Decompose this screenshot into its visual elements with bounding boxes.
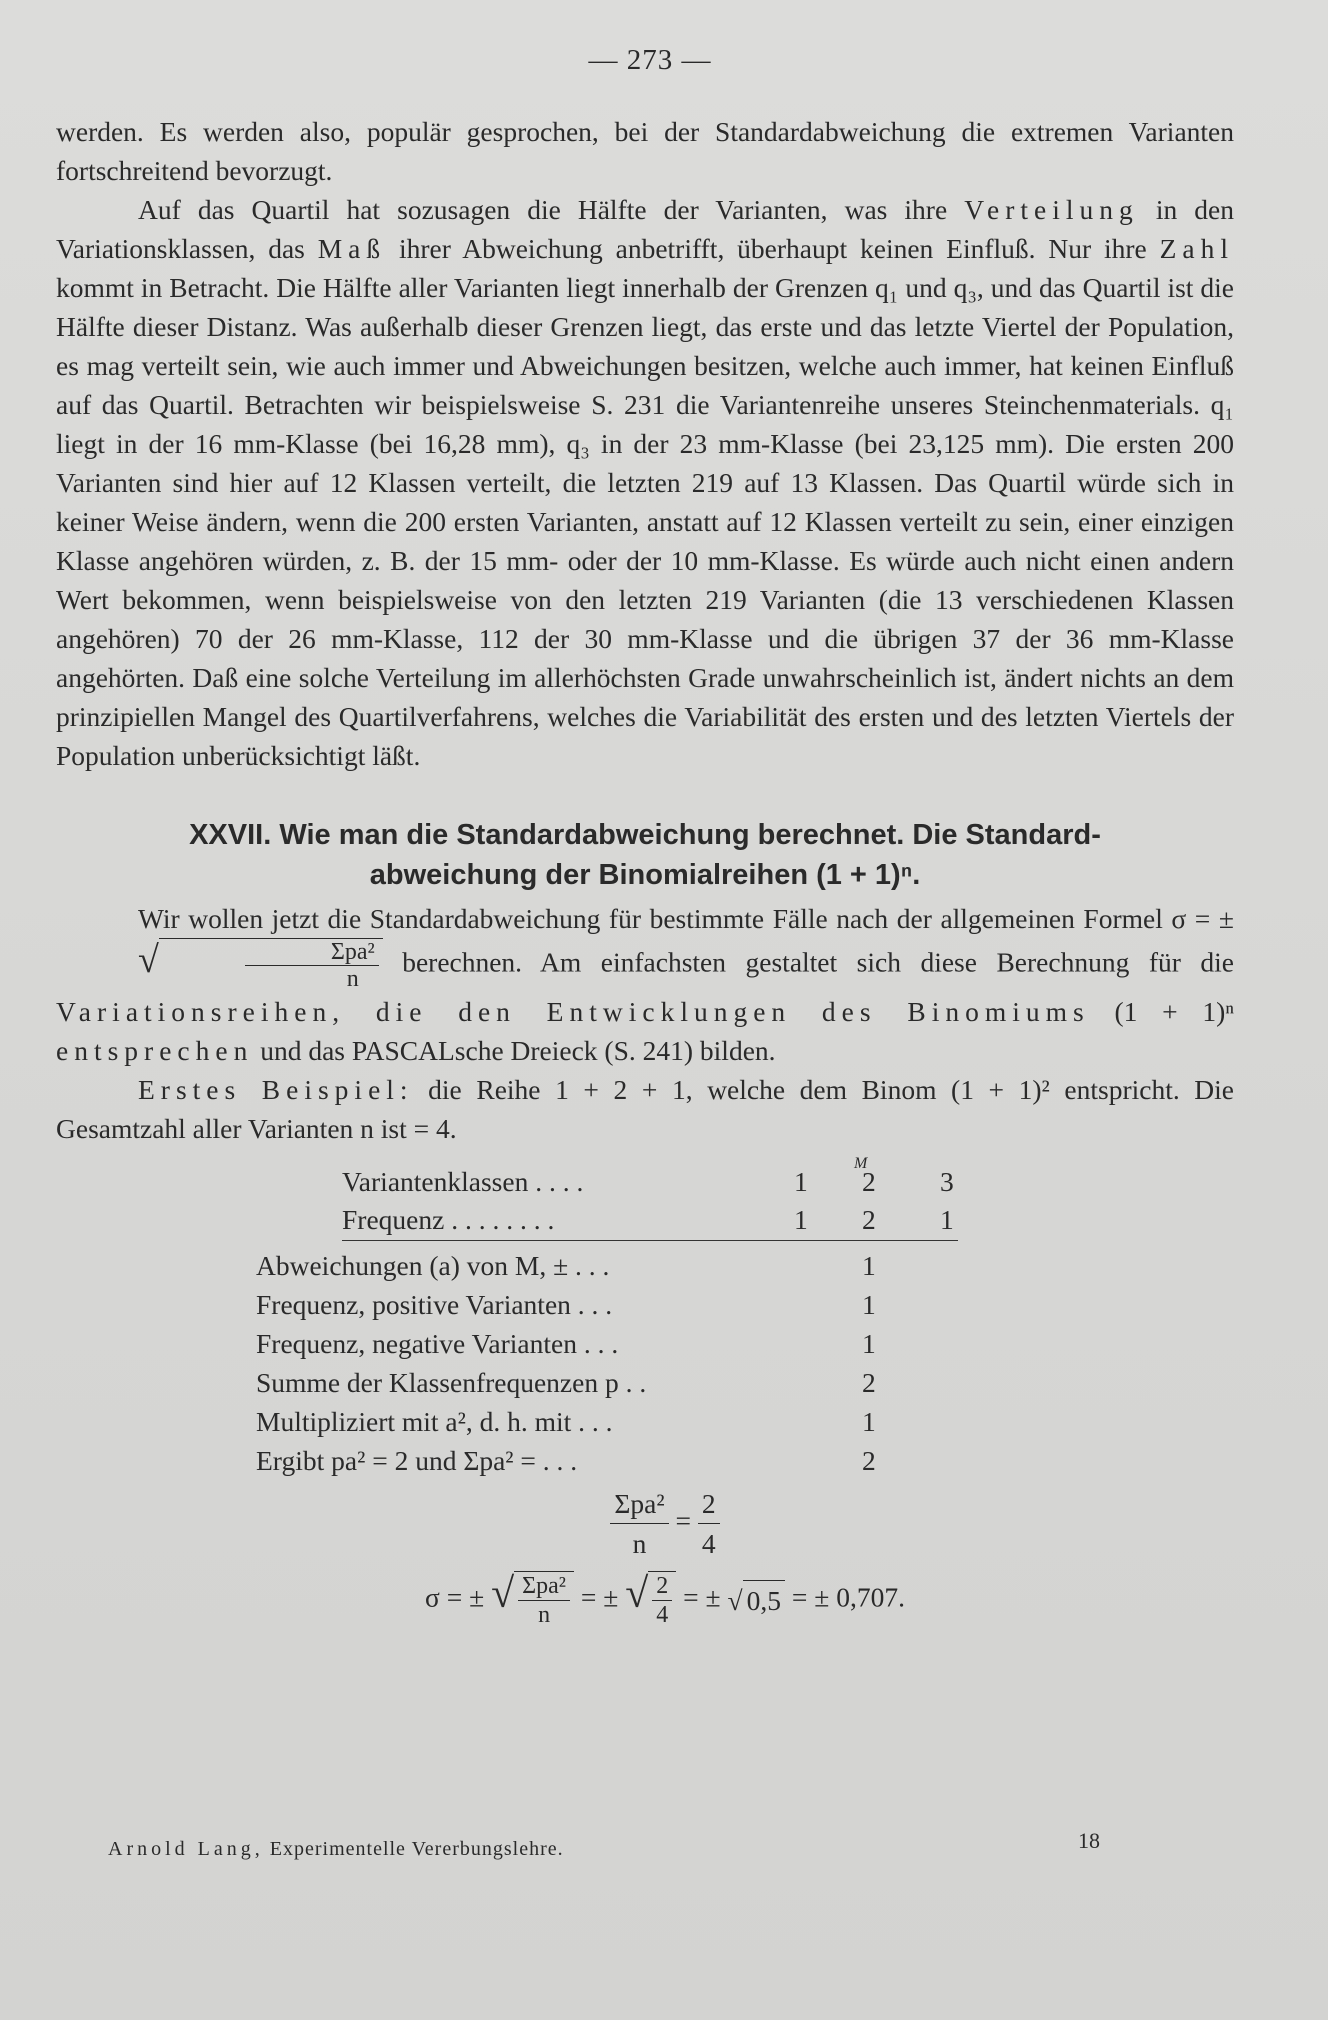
- calc-value-6: 2: [862, 1445, 876, 1476]
- row-variantenklassen: Variantenklassen . . . .: [342, 1166, 584, 1197]
- calc-value-1: 1: [862, 1250, 876, 1281]
- freq-3: 1: [940, 1204, 954, 1235]
- heading-line-2: abweichung der Binomialreihen (1 + 1)ⁿ.: [369, 859, 921, 891]
- paragraph-2: Auf das Quartil hat sozusagen die Hälfte der Varianten, was ihre Verteilung in den Variationsklassen, das Maß ihrer Abweichung anbetrifft, überhaupt keinen Einfluß. Nur ihre Zahl kommt in Betracht. Die Hälfte aller Varianten liegt innerhalb der Grenzen q₁ und q₃, und das Quartil ist die Hälfte dieser Distanz. Was außerhalb dieser Grenzen liegt, das erste und das letzte Viertel der Population, es mag verteilt sein, wie auch immer und Abweichungen besitzen, welche auch immer, hat keinen Einfluß auf das Quartil. Betrachten wir beispielsweise S. 231 die Variantenreihe unseres Steinchenmaterials. q₁ liegt in der 16 mm-Klasse (bei 16,28 mm), q₃ in der 23 mm-Klasse (bei 23,125 mm). Die ersten 200 Varianten sind hier auf 12 Klassen verteilt, die letzten 219 auf 13 Klassen. Das Quartil würde sich in keiner Weise ändern, wenn die 200 ersten Varianten, anstatt auf 12 Klassen verteilt zu sein, einer einzigen Klasse angehören würden, z. B. der 15 mm- oder der 10 mm-Klasse. Es würde auch nicht einen andern Wert bekommen, wenn beispielsweise von den letzten 219 Varianten (die 13 verschiedenen Klassen angehören) 70 der 26 mm-Klasse, 112 der 30 mm-Klasse und die übrigen 37 der 36 mm-Klasse angehörten. Daß eine solche Verteilung im allerhöchsten Grade unwahrscheinlich ist, ändert nichts an dem prinzipiellen Mangel des Quartilverfahrens, welches die Variabilität des ersten und des letzten Viertels der Population unberücksichtigt läßt.: [56, 194, 1235, 771]
- calc-row-5: Multipliziert mit a², d. h. mit . . .: [256, 1406, 613, 1437]
- paragraph-example: Erstes Beispiel: die Reihe 1 + 2 + 1, welche dem Binom (1 + 1)² entspricht. Die Gesamtzahl aller Varianten n ist = 4.: [56, 1074, 1235, 1144]
- mean-marker: M: [854, 1155, 868, 1172]
- paragraph-1: werden. Es werden also, populär gesprochen, bei der Standardabweichung die extremen Varianten fortschreitend bevorzugt.: [56, 116, 1234, 186]
- class-1: 1: [794, 1166, 808, 1197]
- footer-reference: Arnold Lang, Experimentelle Vererbungslehre.: [108, 1838, 564, 1860]
- calc-row-4: Summe der Klassenfrequenzen p . .: [256, 1367, 647, 1398]
- calculation-table: [56, 1154, 1234, 1484]
- calc-row-1: Abweichungen (a) von M, ± . . .: [256, 1250, 610, 1281]
- fraction-line: $\frac{\text{Σpa²}}{n}$ = $\frac{2}{4}$: [56, 1484, 1234, 1563]
- calc-value-5: 1: [862, 1406, 876, 1437]
- class-2: 2: [862, 1166, 876, 1197]
- paragraph-intro: Wir wollen jetzt die Standardabweichung für bestimmte Fälle nach der allgemeinen Formel σ = ± √ $\frac{\text{Σpa²}}{n}$ berechnen. Am einfachsten gestaltet sich diese Berechnung für die Variationsreihen, die den Entwicklungen des Binomiums (1 + 1)ⁿ entsprechen und das PASCALsche Dreieck (S. 241) bilden.: [56, 903, 1235, 1066]
- final-formula: σ = ± √ $\frac{\text{Σpa²}}{n}$ = ± √ $\frac{2}{4}$ = ± √ 0,5 = ± 0,707.: [425, 1570, 905, 1628]
- sheet-number: 18: [1078, 1828, 1100, 1853]
- sqrt-formula: √ $\frac{\text{Σpa²}}{n}$: [56, 938, 383, 992]
- table-rule: [342, 1240, 958, 1241]
- calc-value-2: 1: [862, 1289, 876, 1320]
- freq-1: 1: [794, 1204, 808, 1235]
- page-body: [56, 112, 1234, 1629]
- freq-2: 2: [862, 1204, 876, 1235]
- calc-row-2: Frequenz, positive Varianten . . .: [256, 1289, 613, 1320]
- calc-value-4: 2: [862, 1367, 876, 1398]
- row-frequenz: Frequenz . . . . . . . .: [342, 1204, 555, 1235]
- section-heading: [56, 815, 1234, 895]
- calc-row-3: Frequenz, negative Varianten . . .: [256, 1328, 619, 1359]
- class-3: 3: [940, 1166, 954, 1197]
- calc-row-6: Ergibt pa² = 2 und Σpa² = . . .: [256, 1445, 578, 1476]
- calc-value-3: 1: [862, 1328, 876, 1359]
- page-number: — 273 —: [588, 44, 712, 76]
- heading-line-1: XXVII. Wie man die Standardabweichung berechnet. Die Standard-: [189, 819, 1101, 851]
